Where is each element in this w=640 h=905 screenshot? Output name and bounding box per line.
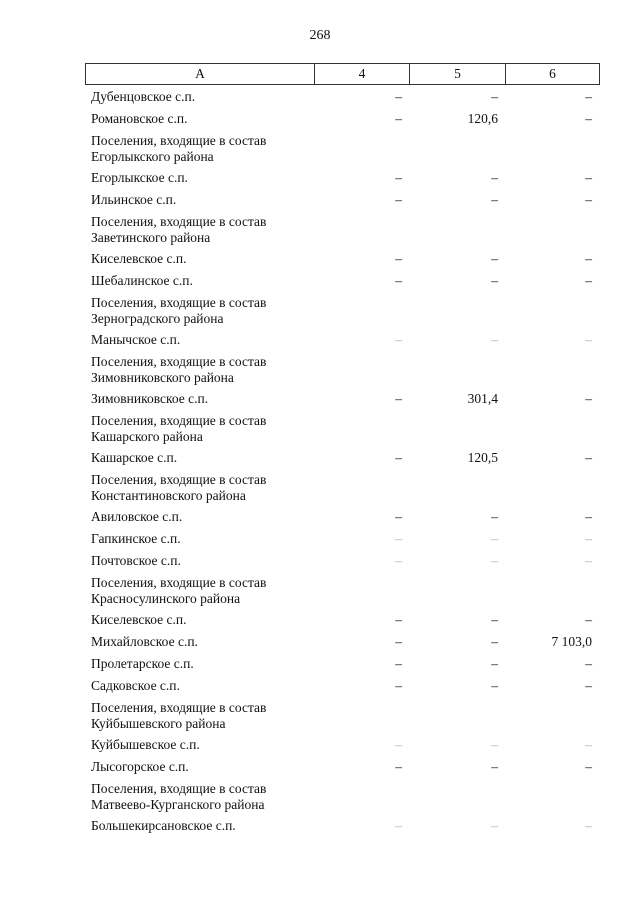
settlement-name: Манычское с.п. bbox=[91, 332, 181, 347]
cell-col-5: – bbox=[491, 553, 498, 568]
cell-col-6: – bbox=[585, 818, 592, 833]
group-heading bbox=[85, 295, 313, 327]
cell-col-4: – bbox=[395, 170, 402, 185]
cell-col-6: – bbox=[585, 553, 592, 568]
cell-col-4: – bbox=[395, 818, 402, 833]
cell-col-5: – bbox=[491, 634, 498, 649]
table-row bbox=[85, 189, 600, 211]
cell-col-5: – bbox=[491, 531, 498, 546]
settlement-name: Кашарское с.п. bbox=[91, 450, 178, 465]
settlement-name: Егорлыкское с.п. bbox=[91, 170, 188, 185]
settlement-name: Садковское с.п. bbox=[91, 678, 180, 693]
settlement-name: Дубенцовское с.п. bbox=[91, 89, 196, 104]
cell-col-5: – bbox=[491, 759, 498, 774]
group-heading-line-1: Поселения, входящие в состав bbox=[91, 700, 267, 715]
group-heading-line-2: Зерноградского района bbox=[91, 311, 224, 326]
settlement-name: Большекирсановское с.п. bbox=[91, 818, 236, 833]
cell-col-4: – bbox=[395, 737, 402, 752]
cell-col-5: – bbox=[491, 89, 498, 104]
table-row bbox=[85, 447, 600, 469]
cell-col-5: – bbox=[491, 818, 498, 833]
group-heading bbox=[85, 133, 313, 165]
group-heading-line-2: Константиновского района bbox=[91, 488, 246, 503]
cell-col-6: – bbox=[585, 678, 592, 693]
cell-col-4: – bbox=[395, 553, 402, 568]
group-heading-row bbox=[85, 130, 600, 167]
cell-col-6: – bbox=[585, 111, 592, 126]
cell-col-4: – bbox=[395, 273, 402, 288]
settlement-name: Романовское с.п. bbox=[91, 111, 188, 126]
cell-col-5: 301,4 bbox=[467, 391, 498, 406]
cell-col-5: – bbox=[491, 509, 498, 524]
cell-col-4: – bbox=[395, 531, 402, 546]
group-heading-row bbox=[85, 697, 600, 734]
group-heading-row bbox=[85, 292, 600, 329]
cell-col-4: – bbox=[395, 612, 402, 627]
cell-col-6: 7 103,0 bbox=[551, 634, 592, 649]
group-heading-line-2: Матвеево-Курганского района bbox=[91, 797, 265, 812]
group-heading-line-1: Поселения, входящие в состав bbox=[91, 575, 267, 590]
settlement-name: Куйбышевское с.п. bbox=[91, 737, 200, 752]
cell-col-4: – bbox=[395, 111, 402, 126]
group-heading-line-2: Куйбышевского района bbox=[91, 716, 226, 731]
table-row bbox=[85, 270, 600, 292]
group-heading-line-2: Заветинского района bbox=[91, 230, 211, 245]
cell-col-5: – bbox=[491, 332, 498, 347]
cell-col-5: – bbox=[491, 170, 498, 185]
group-heading bbox=[85, 413, 313, 445]
cell-col-6: – bbox=[585, 737, 592, 752]
table-row bbox=[85, 815, 600, 837]
cell-col-5: – bbox=[491, 737, 498, 752]
cell-col-4: – bbox=[395, 634, 402, 649]
cell-col-6: – bbox=[585, 450, 592, 465]
settlement-name: Лысогорское с.п. bbox=[91, 759, 189, 774]
settlement-name: Киселевское с.п. bbox=[91, 612, 187, 627]
group-heading-row bbox=[85, 572, 600, 609]
settlement-name: Ильинское с.п. bbox=[91, 192, 177, 207]
table-row bbox=[85, 609, 600, 631]
column-header-6: 6 bbox=[505, 64, 599, 84]
table-row bbox=[85, 167, 600, 189]
group-heading-line-1: Поселения, входящие в состав bbox=[91, 472, 267, 487]
group-heading-line-2: Зимовниковского района bbox=[91, 370, 234, 385]
table-row bbox=[85, 108, 600, 130]
group-heading-row bbox=[85, 410, 600, 447]
column-header-a: А bbox=[195, 66, 205, 81]
group-heading-line-2: Егорлыкского района bbox=[91, 149, 214, 164]
column-header-5: 5 bbox=[409, 64, 505, 84]
group-heading bbox=[85, 472, 313, 504]
table-row bbox=[85, 550, 600, 572]
settlement-name: Зимовниковское с.п. bbox=[91, 391, 209, 406]
cell-col-6: – bbox=[585, 612, 592, 627]
table-row bbox=[85, 329, 600, 351]
group-heading-row bbox=[85, 351, 600, 388]
settlement-name: Почтовское с.п. bbox=[91, 553, 181, 568]
cell-col-4: – bbox=[395, 509, 402, 524]
group-heading-line-2: Кашарского района bbox=[91, 429, 203, 444]
table-row bbox=[85, 653, 600, 675]
cell-col-5: 120,6 bbox=[467, 111, 498, 126]
cell-col-6: – bbox=[585, 89, 592, 104]
cell-col-5: – bbox=[491, 251, 498, 266]
column-header-4: 4 bbox=[314, 64, 409, 84]
table-row bbox=[85, 388, 600, 410]
group-heading-line-2: Красносулинского района bbox=[91, 591, 241, 606]
table-row bbox=[85, 734, 600, 756]
table-row bbox=[85, 631, 600, 653]
cell-col-4: – bbox=[395, 89, 402, 104]
table-header bbox=[85, 63, 600, 85]
group-heading bbox=[85, 575, 313, 607]
cell-col-5: – bbox=[491, 612, 498, 627]
table-row bbox=[85, 248, 600, 270]
group-heading bbox=[85, 354, 313, 386]
group-heading-row bbox=[85, 469, 600, 506]
group-heading-line-1: Поселения, входящие в состав bbox=[91, 214, 267, 229]
cell-col-5: 120,5 bbox=[467, 450, 498, 465]
cell-col-6: – bbox=[585, 656, 592, 671]
settlement-name: Киселевское с.п. bbox=[91, 251, 187, 266]
cell-col-6: – bbox=[585, 531, 592, 546]
cell-col-4: – bbox=[395, 192, 402, 207]
table-row bbox=[85, 86, 600, 108]
table-body bbox=[85, 86, 600, 837]
table-row bbox=[85, 506, 600, 528]
group-heading-line-1: Поселения, входящие в состав bbox=[91, 295, 267, 310]
group-heading bbox=[85, 700, 313, 732]
cell-col-6: – bbox=[585, 273, 592, 288]
table-row bbox=[85, 675, 600, 697]
settlement-name: Гапкинское с.п. bbox=[91, 531, 181, 546]
table-row bbox=[85, 756, 600, 778]
cell-col-5: – bbox=[491, 273, 498, 288]
cell-col-6: – bbox=[585, 192, 592, 207]
cell-col-5: – bbox=[491, 678, 498, 693]
group-heading-line-1: Поселения, входящие в состав bbox=[91, 781, 267, 796]
group-heading bbox=[85, 781, 313, 813]
cell-col-4: – bbox=[395, 656, 402, 671]
group-heading-line-1: Поселения, входящие в состав bbox=[91, 413, 267, 428]
cell-col-6: – bbox=[585, 391, 592, 406]
cell-col-4: – bbox=[395, 759, 402, 774]
cell-col-6: – bbox=[585, 509, 592, 524]
page-number: 268 bbox=[309, 28, 331, 43]
cell-col-6: – bbox=[585, 251, 592, 266]
group-heading-line-1: Поселения, входящие в состав bbox=[91, 133, 267, 148]
settlement-name: Михайловское с.п. bbox=[91, 634, 198, 649]
cell-col-4: – bbox=[395, 251, 402, 266]
group-heading-row bbox=[85, 778, 600, 815]
cell-col-6: – bbox=[585, 170, 592, 185]
group-heading-row bbox=[85, 211, 600, 248]
cell-col-6: – bbox=[585, 332, 592, 347]
cell-col-4: – bbox=[395, 678, 402, 693]
cell-col-4: – bbox=[395, 391, 402, 406]
group-heading bbox=[85, 214, 313, 246]
settlement-name: Авиловское с.п. bbox=[91, 509, 183, 524]
table-row bbox=[85, 528, 600, 550]
cell-col-5: – bbox=[491, 192, 498, 207]
group-heading-line-1: Поселения, входящие в состав bbox=[91, 354, 267, 369]
cell-col-5: – bbox=[491, 656, 498, 671]
cell-col-4: – bbox=[395, 450, 402, 465]
settlement-name: Шебалинское с.п. bbox=[91, 273, 193, 288]
settlement-name: Пролетарское с.п. bbox=[91, 656, 194, 671]
cell-col-6: – bbox=[585, 759, 592, 774]
cell-col-4: – bbox=[395, 332, 402, 347]
